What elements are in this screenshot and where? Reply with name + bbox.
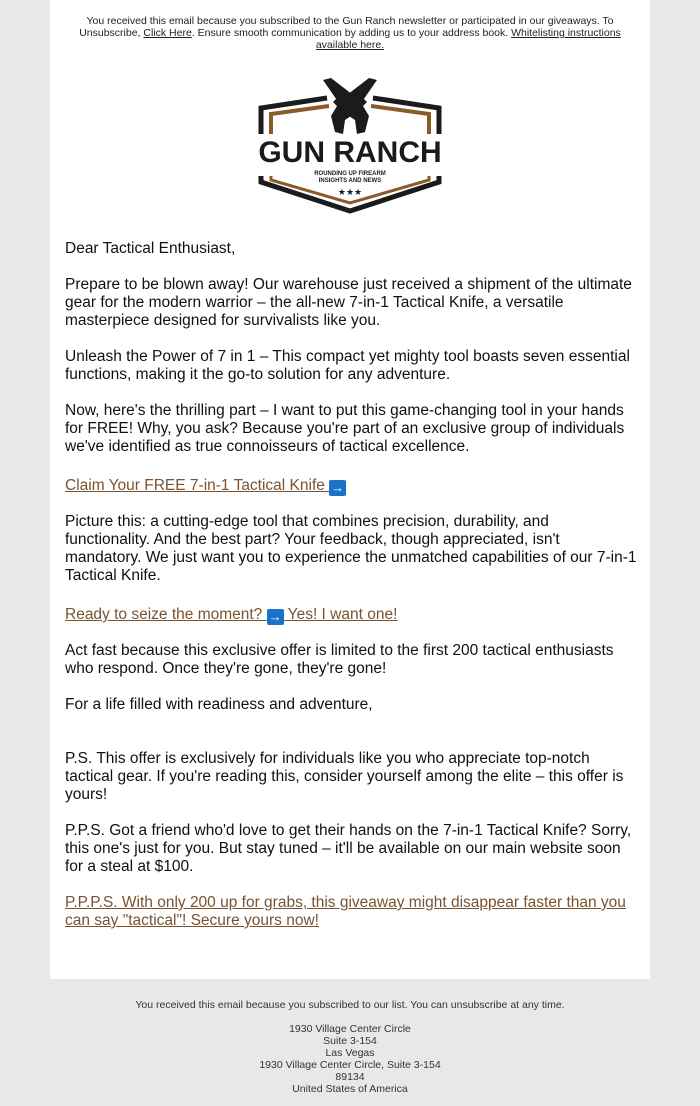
paragraph-5 [65,642,637,678]
address-line: 1930 Village Center Circle [289,1023,411,1035]
paragraph-1 [65,276,637,330]
cta-seize-container [65,606,637,625]
preheader-text-2: . Ensure smooth communication by adding us to your address book. [191,27,509,39]
secure-yours-link[interactable]: P.P.P.S. With only 200 up for grabs, this giveaway might disappear faster than you can say "tactical"! Secure yours now! [65,894,626,929]
paragraph-2-text: Unleash the Power of 7 in 1 – This compact yet mighty tool boasts seven essential functions, making it the go-to solution for any adventure. [65,348,630,383]
preheader-text: You received this email because you subscribed to the Gun Ranch newsletter or participated in our giveaways. To Unsubscribe, [79,15,614,39]
yes-want-one-text: Yes! I want one! [287,606,398,623]
closing-text: For a life filled with readiness and adventure, [65,696,373,713]
whitelisting-link[interactable]: Whitelisting instructions available here. [315,27,621,51]
unsubscribe-link[interactable]: Click Here [143,27,192,39]
footer-note: You received this email because you subscribed to our list. You can unsubscribe at any time. [135,999,565,1011]
crossed-revolvers-icon [323,78,377,134]
greeting-text: Dear Tactical Enthusiast, [65,240,236,257]
cta-claim-container [65,477,637,496]
yes-i-want-one-link[interactable] [65,606,397,623]
claim-knife-link[interactable] [65,477,346,494]
preheader [65,15,635,51]
logo-tagline-1: ROUNDING UP FIREARM [314,171,386,177]
postscript-1 [65,750,637,804]
address-line: United States of America [292,1083,408,1095]
address-line: Suite 3-154 [323,1035,377,1047]
arrow-right-icon: → [268,609,282,624]
seize-moment-text: Ready to seize the moment? [65,606,263,623]
postscript-2 [65,822,637,876]
logo-brand-text: GUN RANCH [258,136,442,169]
postscript-2-text: P.P.S. Got a friend who'd love to get their hands on the 7-in-1 Tactical Knife? Sorry, this one's just for you. But stay tuned – it'll be available on our main website soon for a steal at $100. [65,822,632,875]
gun-ranch-logo [257,76,443,216]
paragraph-2 [65,348,637,384]
closing [65,696,637,714]
address-line: Las Vegas [325,1047,375,1059]
footer-address [0,1023,700,1095]
address-line: 89134 [335,1071,365,1083]
logo-stars: ★★★ [337,188,363,198]
paragraph-1-text: Prepare to be blown away! Our warehouse just received a shipment of the ultimate gear for the modern warrior – the all-new 7-in-1 Tactical Knife, a versatile masterpiece designed for survivalists like you. [65,276,632,329]
paragraph-3 [65,402,637,456]
paragraph-4-text: Picture this: a cutting-edge tool that combines precision, durability, and functionality. And the best part? Your feedback, though appreciated, isn't mandatory. We just want you to experience the unmatched capabilities of our 7-in-1 Tactical Knife. [65,513,637,584]
paragraph-4 [65,513,637,585]
paragraph-3-text: Now, here's the thrilling part – I want to put this game-changing tool in your hands for FREE! Why, you ask? Because you're part of an exclusive group of individuals we've identified as true connoisseurs of tactical excellence. [65,402,625,455]
greeting [65,240,637,258]
arrow-right-icon: → [331,480,345,495]
postscript-3 [65,894,637,930]
paragraph-5-text: Act fast because this exclusive offer is limited to the first 200 tactical enthusiasts who respond. Once they're gone, they're gone! [65,642,614,677]
claim-knife-link-text: Claim Your FREE 7-in-1 Tactical Knife [65,477,325,494]
email-card [50,0,650,979]
logo-tagline-2: INSIGHTS AND NEWS [318,178,382,184]
address-line: 1930 Village Center Circle, Suite 3-154 [259,1059,441,1071]
postscript-1-text: P.S. This offer is exclusively for individuals like you who appreciate top-notch tactical gear. If you're reading this, consider yourself among the elite – this offer is yours! [65,750,624,803]
